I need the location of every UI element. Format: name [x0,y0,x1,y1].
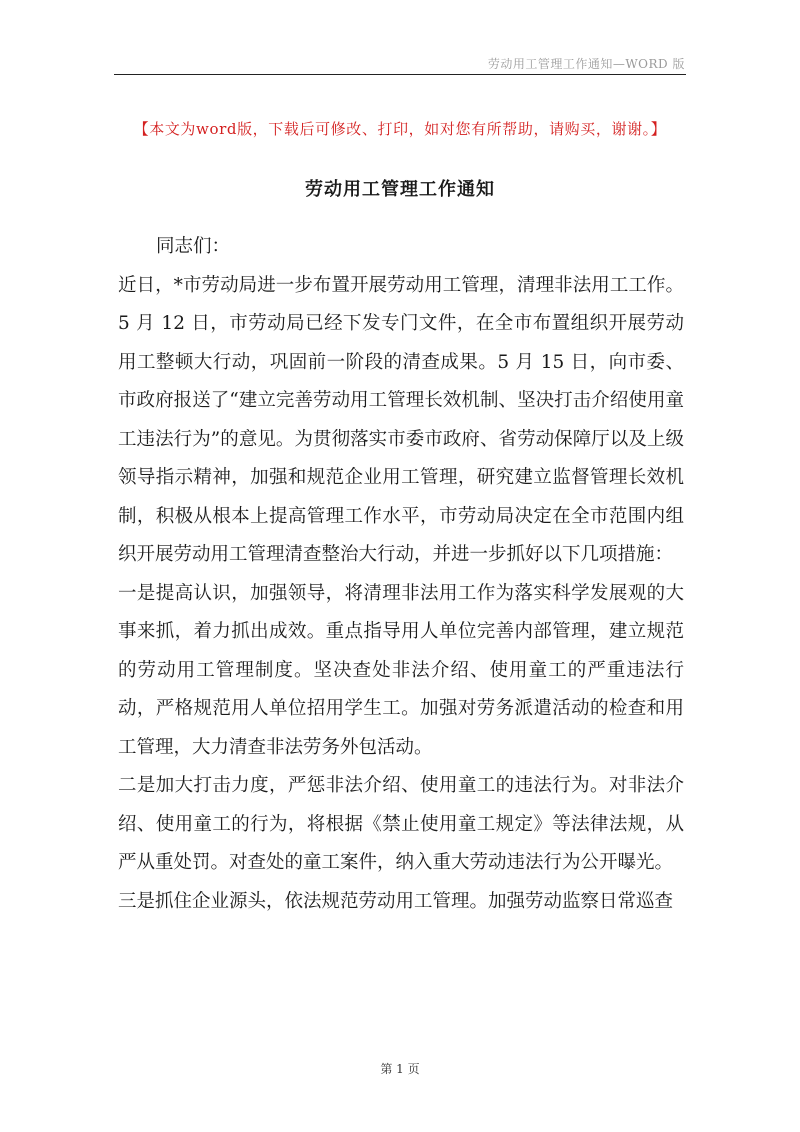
document-body [118,228,684,921]
paragraph-intro: 近日，*市劳动局进一步布置开展劳动用工管理，清理非法用工工作。5 月 12 日，市劳动局已经下发专门文件，在全市布置组织开展劳动用工整顿大行动，巩固前一阶段的清查成果。5 月 15 日，向市委、市政府报送了“建立完善劳动用工管理长效机制、坚决打击介绍使用童工违法行为”的意见。为贯彻落实市委市政府、省劳动保障厅以及上级领导指示精神，加强和规范企业用工管理，研究建立监督管理长效机制，积极从根本上提高管理工作水平，市劳动局决定在全市范围内组织开展劳动用工管理清查整治大行动，并进一步抓好以下几项措施： [118,274,684,565]
running-header: 劳动用工管理工作通知—WORD 版 [487,57,685,71]
document-title: 劳动用工管理工作通知 [305,179,495,200]
paragraph-measure-3: 三是抓住企业源头，依法规范劳动用工管理。加强劳动监察日常巡查 [118,890,674,912]
page-number: 第 1 页 [380,1062,420,1076]
greeting: 同志们： [156,236,231,257]
header-divider [114,74,686,75]
download-notice: 【本文为word版，下载后可修改、打印，如对您有所帮助，请购买，谢谢。】 [133,120,667,138]
paragraph-measure-1: 一是提高认识，加强领导，将清理非法用工作为落实科学发展观的大事来抓，着力抓出成效。重点指导用人单位完善内部管理，建立规范的劳动用工管理制度。坚决查处非法介绍、使用童工的严重违法行动，严格规范用人单位招用学生工。加强对劳务派遣活动的检查和用工管理，大力清查非法劳务外包活动。 [118,582,684,758]
paragraph-measure-2: 二是加大打击力度，严惩非法介绍、使用童工的违法行为。对非法介绍、使用童工的行为，将根据《禁止使用童工规定》等法律法规，从严从重处罚。对查处的童工案件，纳入重大劳动违法行为公开曝光。 [118,775,684,873]
